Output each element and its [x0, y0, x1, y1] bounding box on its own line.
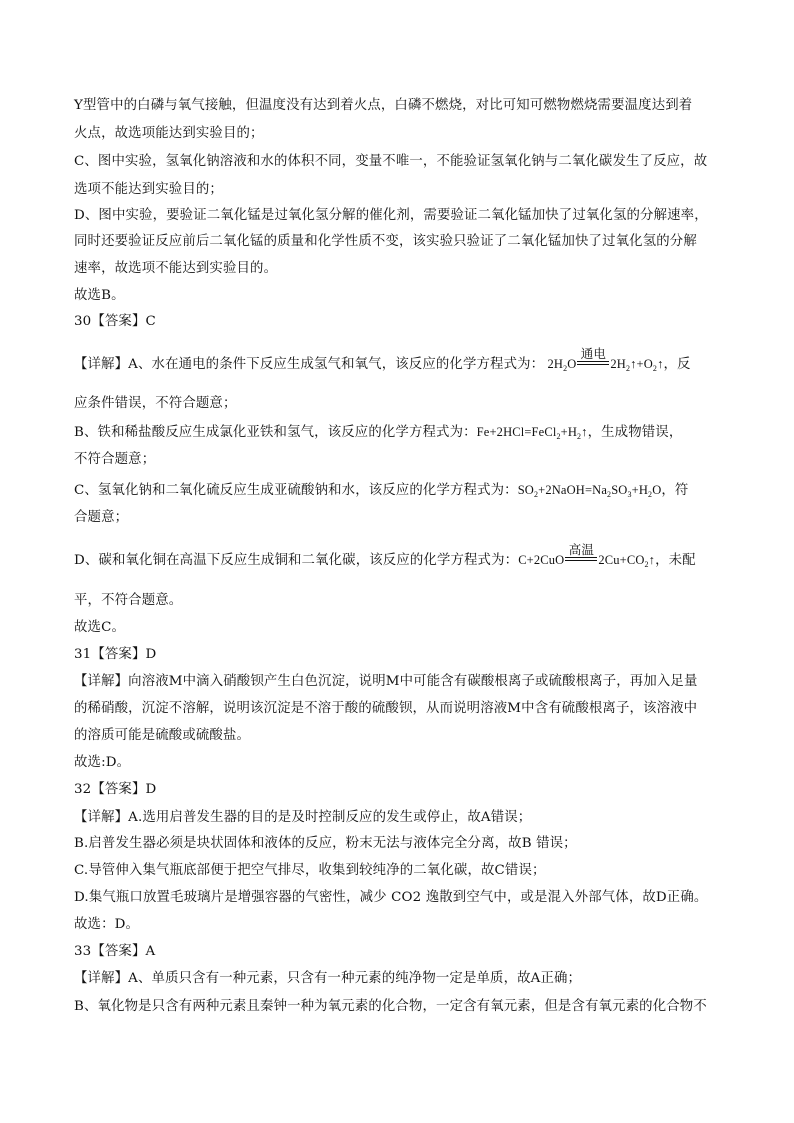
text-line: 【详解】向溶液M中滴入硝酸钡产生白色沉淀，说明M中可能含有碳酸根离子或硫酸根离子，再加入足量 [74, 674, 698, 689]
text-line: 的稀硝酸，沉淀不溶解，说明该沉淀是不溶于酸的硫酸钡，从而说明溶液M中含有硫酸根离子，该溶液中 [74, 701, 698, 716]
text-line: B、氧化物是只含有两种元素且秦钟一种为氧元素的化合物，一定含有氧元素，但是含有氧元素的化合物不 [74, 999, 707, 1014]
text-span: ，符 [661, 483, 689, 498]
text-line: 【详解】A、单质只含有一种元素，只含有一种元素的纯净物一定是单质，故A正确； [74, 971, 582, 986]
text-line: 故选C。 [74, 620, 126, 635]
text-line: 不符合题意； [74, 452, 156, 467]
answer-heading: 32【答案】D [74, 782, 157, 797]
condition-label: 通电 [580, 346, 607, 361]
text-span: ，反 [663, 357, 691, 372]
text-line: Y型管中的白磷与氧气接触，但温度没有达到着火点，白磷不燃烧，对比可知可燃物燃烧需要温度达到着 [74, 98, 693, 113]
text-line: 故选：D。 [74, 917, 140, 932]
text-line: 【详解】A.选用启普发生器的目的是及时控制反应的发生或停止，故A错误； [74, 810, 532, 825]
text-line: 平，不符合题意。 [74, 593, 183, 608]
answer-heading: 31【答案】D [74, 647, 157, 662]
text-line: 速率，故选项不能达到实验目的。 [74, 261, 278, 276]
equation-d: C+2CuO 高温 $2Cu+CO_2↑$ [518, 542, 656, 569]
equation-a: $2H_2O$ 通电 $2H_2↑+O_2↑$ [544, 346, 664, 373]
text-line: 合题意； [74, 510, 129, 525]
text-line: 火点，故选项能达到实验目的； [74, 126, 264, 141]
equation-b: $Fe+2HCl=FeCl_2+H_2↑$ [476, 425, 588, 441]
text-span: B、铁和稀盐酸反应生成氯化亚铁和氢气，该反应的化学方程式为： [74, 425, 477, 440]
text-line: 的溶质可能是硫酸或硫酸盐。 [74, 728, 251, 743]
answer-heading: 30【答案】C [74, 314, 156, 329]
reaction-condition [565, 542, 597, 564]
text-span: 【详解】A、水在通电的条件下反应生成氢气和氧气，该反应的化学方程式为： [74, 357, 545, 372]
text-line: 故选B。 [74, 288, 125, 303]
text-line: 故选:D。 [74, 755, 131, 770]
text-line: D、图中实验，要验证二氧化锰是过氧化氢分解的催化剂，需要验证二氧化锰加快了过氧化氢的分解速率， [74, 208, 708, 223]
text-line: 选项不能达到实验目的； [74, 182, 223, 197]
equation-line-a [74, 346, 691, 375]
text-span: D、碳和氧化铜在高温下反应生成铜和二氧化碳，该反应的化学方程式为： [74, 553, 519, 568]
text-line: C、图中实验，氢氧化钠溶液和水的体积不同，变量不唯一，不能验证氢氧化钠与二氧化碳发生了反应，故 [74, 154, 708, 169]
text-line: C.导管伸入集气瓶底部便于把空气排尽，收集到较纯净的二氧化碳，故C错误； [74, 863, 546, 878]
text-line: 同时还要验证反应前后二氧化锰的质量和化学性质不变，该实验只验证了二氧化锰加快了过氧化氢的分解 [74, 234, 697, 249]
text-span: ，未配 [655, 553, 696, 568]
equation-line-b [74, 422, 682, 443]
text-span: C、氢氧化钠和二氧化硫反应生成亚硫酸钠和水，该反应的化学方程式为： [74, 483, 518, 498]
text-line: D.集气瓶口放置毛玻璃片是增强容器的气密性，减少 CO2 逸散到空气中，或是混入外部气体，故D正确。 [74, 890, 708, 905]
condition-label: 高温 [568, 542, 594, 557]
answer-heading: 33【答案】A [74, 944, 156, 959]
equation-line-d [74, 542, 696, 571]
text-line: B.启普发生器必须是块状固体和液体的反应，粉末无法与液体完全分离，故B 错误； [74, 836, 577, 851]
reaction-condition [577, 346, 609, 368]
text-line: 应条件错误，不符合题意； [74, 396, 237, 411]
text-span: ，生成物错误， [587, 425, 683, 440]
equation-line-c [74, 480, 688, 501]
equation-c: $SO_2+2NaOH=Na_2SO_3+H_2O$ [517, 483, 662, 499]
